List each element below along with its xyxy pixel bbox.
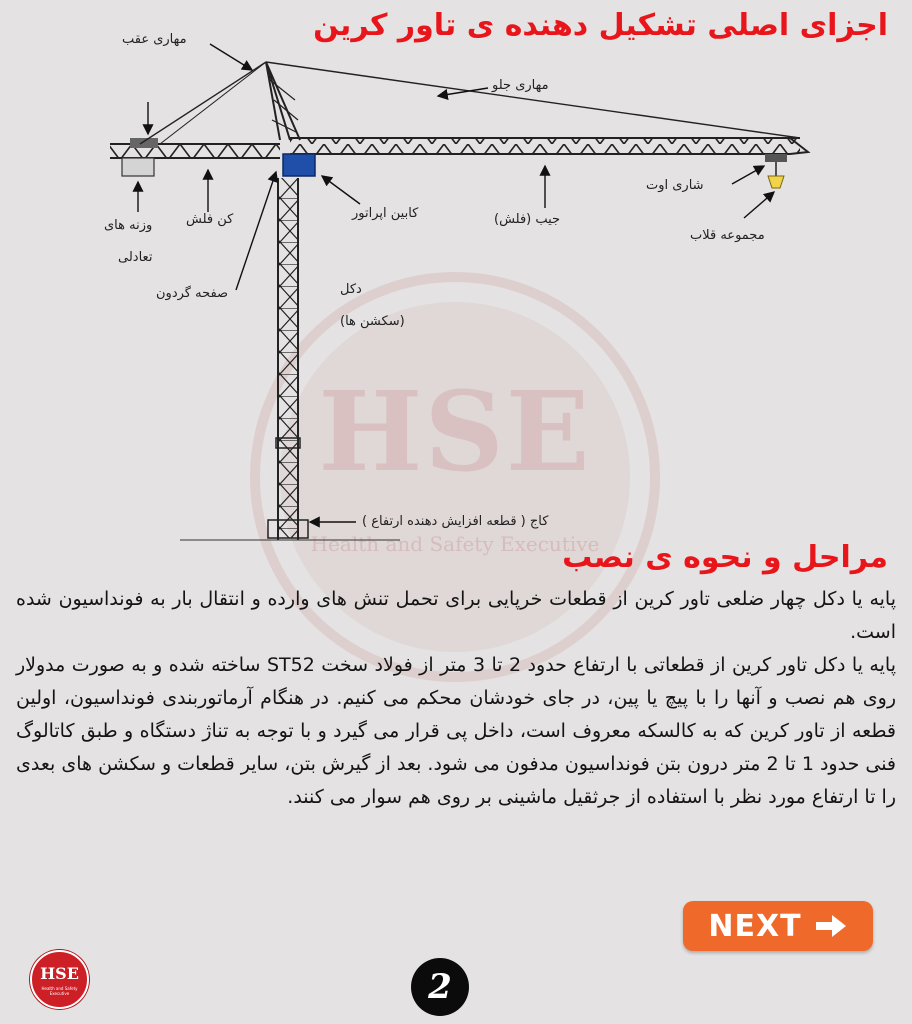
label-jib: جیب (فلش) — [494, 212, 561, 227]
label-operator-cabin: کابین اپراتور — [352, 206, 419, 221]
page-number: 2 — [411, 958, 469, 1016]
hook-block — [768, 176, 784, 188]
tower-top — [266, 62, 300, 140]
rear-stay-line — [140, 62, 266, 144]
front-stay-line — [266, 62, 800, 138]
counterjib — [110, 138, 280, 176]
label-slewing-plate: صفحه گردون — [156, 286, 229, 301]
label-hook-block: مجموعه قلاب — [690, 228, 765, 243]
label-climbing-section: کاج ( قطعه افزایش دهنده ارتفاع ) — [362, 514, 549, 529]
next-button[interactable] — [683, 901, 873, 951]
section-title: مراحل و نحوه ی نصب — [562, 540, 888, 575]
label-counterweights: وزنه های — [104, 218, 153, 233]
body-text — [16, 583, 896, 814]
label-mast: دکل — [340, 282, 362, 297]
hse-logo — [30, 950, 89, 1009]
watermark-subtitle: Health and Safety Executive — [310, 532, 600, 556]
paragraph: پایه یا دکل تاور کرین از قطعاتی با ارتفاع حدود 2 تا 3 متر از فولاد سخت ST52 ساخته شده و به صورت مدولار روی هم نصب و آنها را با پیچ یا پین، در جای خودشان محکم می کنیم. در هنگام آرماتوربندی فونداسیون، اولین قطعه از تاور کرین که به کالسکه معروف است، داخل پی قرار می گیرد و با توجه به تناژ دستگاه و طبق کاتالوگ فنی حدود 1 تا 2 متر درون بتن فونداسیون مدفون می شود. بعد از گیرش بتن، سایر قطعات و سکشن های بعدی را تا ارتفاع مورد نظر با استفاده از جرثقیل ماشینی بر روی هم سوار می کنند. — [16, 654, 897, 808]
label-counterweights-2: تعادلی — [118, 250, 153, 265]
paragraph: پایه یا دکل چهار ضلعی تاور کرین از قطعات خرپایی برای تحمل تنش های وارده و انتقال بار به فونداسیون شده است. — [16, 588, 896, 643]
next-button-label: NEXT — [708, 908, 802, 944]
counterweight-block — [122, 158, 154, 176]
label-mast-sections: (سکشن ها) — [340, 314, 405, 329]
arrow-right-icon — [814, 912, 848, 940]
jib — [290, 138, 808, 154]
label-counterjib: کن فلش — [186, 212, 234, 227]
label-trolley: شاری اوت — [646, 178, 704, 193]
page-title: اجزای اصلی تشکیل دهنده ی تاور کرین — [313, 8, 888, 43]
label-rear-stay: مهاری عقب — [122, 32, 187, 47]
watermark-text: HSE — [318, 367, 592, 496]
logo-text: HSE — [40, 964, 79, 983]
trolley — [765, 154, 787, 188]
label-front-stay: مهاری جلو — [492, 78, 549, 93]
operator-cabin — [283, 154, 315, 176]
mast — [180, 178, 400, 540]
logo-subtitle: Health and Safety Executive — [41, 986, 78, 996]
